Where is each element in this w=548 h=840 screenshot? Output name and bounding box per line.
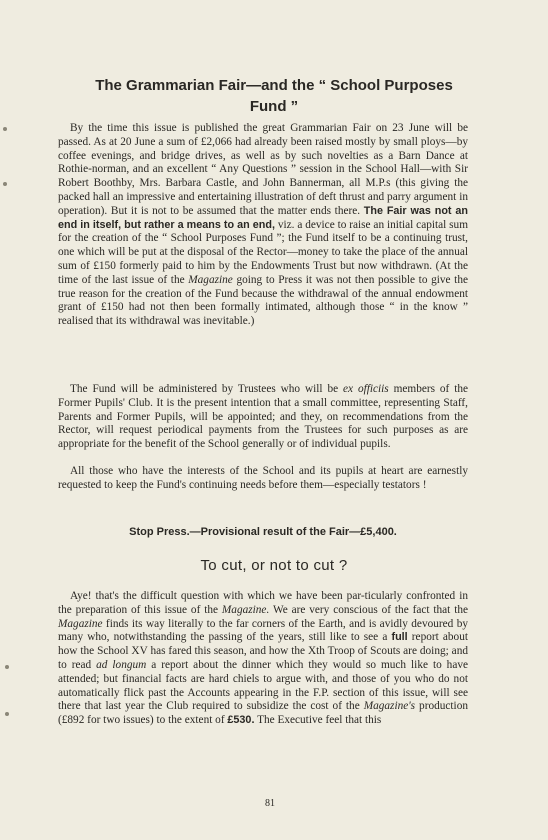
text-run: The Fund will be administered by Trustees who will be xyxy=(70,383,344,395)
text-run: members of the Former Pupils' Club. It is the present intention that a small committee, representing Staff, Parents and Former Pupils, will be appointed; and they, on recommendations from the Rector, will request periodical payments from the Trustees for such purposes as are appropriate for the benefit of the School generally or of individual pupils. xyxy=(58,383,469,451)
text-run: finds its way literally to the far corners of the Earth, and is avidly devoured by many who, notwithstanding the passing of the years, still like to see a xyxy=(58,617,468,644)
text-run: The Executive feel that this xyxy=(254,714,382,727)
paragraph: All those who have the interests of the School and its pupils at heart are earnestly requested to keep the Fund's continuing needs before them—especially testators ! xyxy=(58,465,468,491)
text-run: production (£892 for two issues) to the extent of xyxy=(58,700,468,727)
margin-mark xyxy=(3,127,7,131)
text-run: viz. a device to raise an initial capital sum for the creation of the “ School Purposes Fund ”; the Fund itself to be a continuing trust, one which will be put at the disposal of the Rector—money to take the place of the annual sum of £150 formerly paid to him by the Endowments Trust but now withdrawn. (At the time of the last issue of the xyxy=(58,218,468,286)
text-run: a report about the dinner which they would so much like to have attended; but financial facts are hard chiels to argue with, and those of you who do not automatically flick past the Accounts appearing in the F.P. section of this issue, will see there that last year the Club required to subsidize the cost of the xyxy=(58,658,469,713)
italic-text: Magazine. xyxy=(221,603,270,616)
italic-text: ex officiis xyxy=(343,383,389,395)
paragraph xyxy=(58,383,468,452)
paragraph xyxy=(58,122,468,329)
bold-text: full xyxy=(391,631,408,644)
bold-text: The Fair was not an end in itself, but rather a means to an end, xyxy=(58,204,468,231)
text-run: going to Press it was not then possible to give the true reason for the creation of the Fund because the withdrawal of the annual endowment grant of £150 had not then been formally intimated, although those “ in the know ” realised that its withdrawal was inevitable.) xyxy=(58,273,468,328)
bold-text: £530. xyxy=(227,714,255,727)
article-title: To cut, or not to cut ? xyxy=(200,557,348,574)
margin-mark xyxy=(5,665,9,669)
article-title: The Grammarian Fair—and the “ School Purposes Fund ” xyxy=(95,77,453,115)
page-number: 81 xyxy=(265,798,275,809)
italic-text: ad longum xyxy=(96,658,147,671)
italic-text: Magazine xyxy=(188,273,233,286)
margin-mark xyxy=(3,182,7,186)
margin-mark xyxy=(5,712,9,716)
italic-text: Magazine xyxy=(58,617,103,630)
text-run: By the time this issue is published the great Grammarian Fair on 23 June will be passed. As at 20 June a sum of £2,066 had already been raised mostly by small ploys—by coffee evenings, and bridge drives, as well as by such novelties as a Barn Dance at Rothie-norman, and an excellent “ Any Questions ” session in the School Hall—with Sir Robert Boothby, Mrs. Barbara Castle, and John Bannerman, all M.P.s (this giving the packed hall an impressive and entertaining illustration of deft thrust and parry argument in operation). But it is not to be assumed that the matter ends there. xyxy=(58,122,468,217)
text-run: We are very conscious of the fact that the xyxy=(269,603,468,616)
italic-text: Magazine's xyxy=(363,700,416,713)
text-run: report about how the School XV has fared this season, and how the Xth Troop of Scouts are doing; and to read xyxy=(58,631,468,671)
text-run: Aye! that's the difficult question with which we have been par-ticularly confronted in the preparation of this issue of the xyxy=(58,590,468,616)
paragraph xyxy=(58,590,468,728)
stop-press: Stop Press.—Provisional result of the Fair—£5,400. xyxy=(129,526,397,538)
